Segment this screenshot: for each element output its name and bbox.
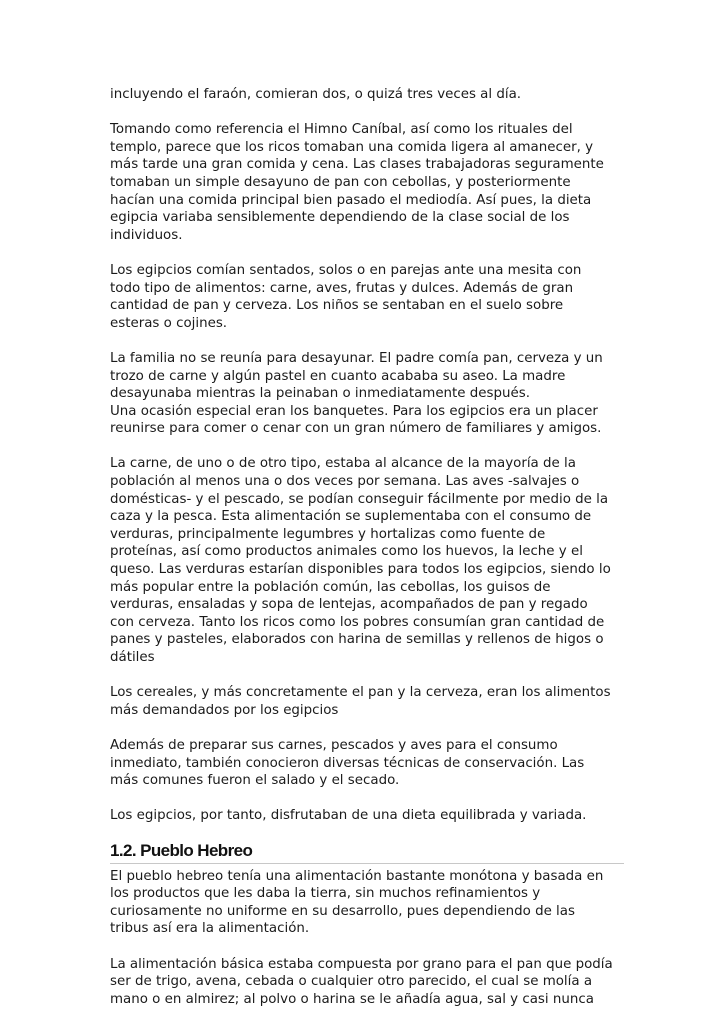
paragraph-conservation: Además de preparar sus carnes, pescados y aves para el consumo inmediato, también conocieron diversas técnicas de conservación. Las más comunes fueron el salado y el secado. xyxy=(110,737,585,789)
paragraph-balanced-diet: Los egipcios, por tanto, disfrutaban de una dieta equilibrada y variada. xyxy=(110,808,587,824)
paragraph-hebrew-diet: El pueblo hebreo tenía una alimentación bastante monótona y basada en los productos que les daba la tierra, sin muchos refinamientos y curiosamente no uniforme en su desarrollo, pues dependiendo de las tribus así era la alimentación. xyxy=(110,868,604,937)
section-heading-pueblo-hebreo: 1.2. Pueblo Hebreo xyxy=(110,841,624,864)
paragraph-breakfast-banquets: La familia no se reunía para desayunar. El padre comía pan, cerveza y un trozo de carne y algún pastel en cuanto acababa su aseo. La madre desayunaba mientras la peinaban o inmediatamente después. Una ocasión especial eran los banquetes. Para los egipcios era un placer reunirse para comer o cenar con un gran número de familiares y amigos. xyxy=(110,350,603,437)
paragraph-cereals: Los cereales, y más concretamente el pan y la cerveza, eran los alimentos más demandados por los egipcios xyxy=(110,685,611,718)
paragraph-meat-vegetables: La carne, de uno o de otro tipo, estaba al alcance de la mayoría de la población al menos una o dos veces por semana. Las aves -salvajes o domésticas- y el pescado, se podían conseguir fácilmente por medio de la caza y la pesca. Esta alimentación se suplementaba con el consumo de verduras, principalmente legumbres y hortalizas como fuente de proteínas, así como productos animales como los huevos, la leche y el queso. Las verduras estarían disponibles para todos los egipcios, siendo lo más popular entre la población común, las cebollas, los guisos de verduras, ensaladas y sopa de lentejas, acompañados de pan y regado con cerveza. Tanto los ricos como los pobres consumían gran cantidad de panes y pasteles, elaborados con harina de semillas y rellenos de higos o dátiles xyxy=(110,456,611,665)
document-page xyxy=(110,86,624,1026)
paragraph-eating-seated: Los egipcios comían sentados, solos o en parejas ante una mesita con todo tipo de alimentos: carne, aves, frutas y dulces. Además de gran cantidad de pan y cerveza. Los niños se sentaban en el suelo sobre esteras o cojines. xyxy=(110,262,582,331)
paragraph-himno-canibal: Tomando como referencia el Himno Caníbal, así como los rituales del templo, parece que los ricos tomaban una comida ligera al amanecer, y más tarde una gran comida y cena. Las clases trabajadoras seguramente tomaban un simple desayuno de pan con cebollas, y posteriormente hacían una comida principal bien pasado el mediodía. Así pues, la dieta egipcia variaba sensiblemente dependiendo de la clase social de los individuos. xyxy=(110,122,604,243)
paragraph-meals-per-day: incluyendo el faraón, comieran dos, o quizá tres veces al día. xyxy=(110,87,522,102)
paragraph-hebrew-grain: La alimentación básica estaba compuesta por grano para el pan que podía ser de trigo, avena, cebada o cualquier otro parecido, el cual se molía a mano o en almirez; al polvo o harina se le añadía agua, sal y casi nunca xyxy=(110,956,613,1007)
